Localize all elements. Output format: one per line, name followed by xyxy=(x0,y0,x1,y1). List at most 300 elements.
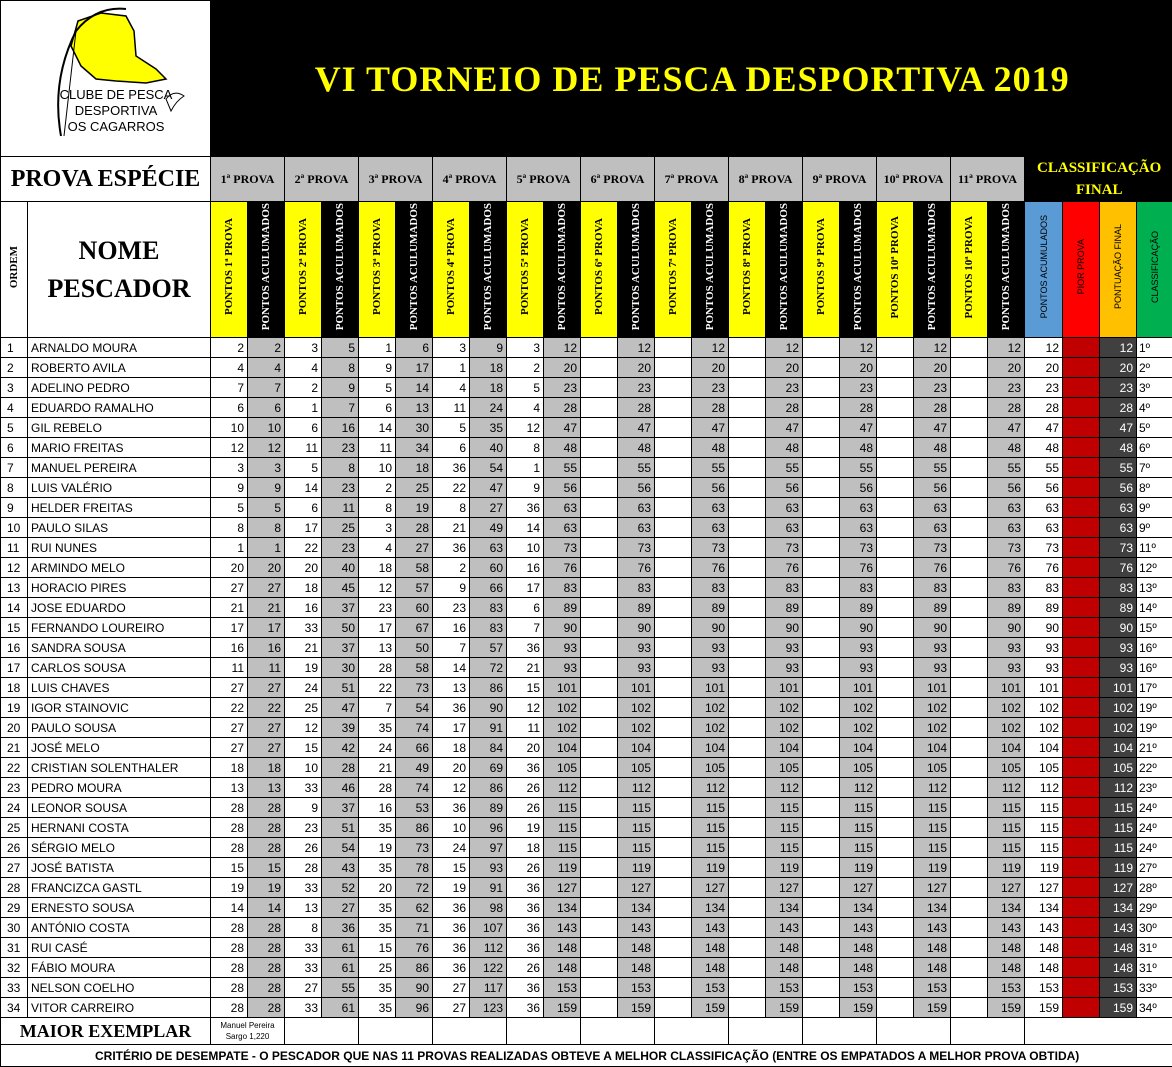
ordem-cell: 2 xyxy=(1,358,28,378)
ordem-cell: 17 xyxy=(1,658,28,678)
pontos-acumulados-cell: 89 xyxy=(1025,598,1063,618)
classificacao-cell: 8º xyxy=(1137,478,1172,498)
pontos-cell: 10 xyxy=(211,418,248,438)
pontuacao-final-cell: 63 xyxy=(1100,518,1137,538)
acumulados-cell: 63 xyxy=(914,498,951,518)
acumulados-cell: 127 xyxy=(618,878,655,898)
pontos-cell xyxy=(729,918,766,938)
pior-prova-cell xyxy=(1063,458,1100,478)
pontuacao-final-cell: 48 xyxy=(1100,438,1137,458)
pescador-name-cell: ARNALDO MOURA xyxy=(28,338,211,358)
pior-prova-cell xyxy=(1063,618,1100,638)
acumulados-cell: 28 xyxy=(322,758,359,778)
pontos-cell xyxy=(803,558,840,578)
pontos-cell xyxy=(655,778,692,798)
pontuacao-final-cell: 148 xyxy=(1100,958,1137,978)
acumulados-cell: 148 xyxy=(914,938,951,958)
acumulados-cell: 148 xyxy=(544,938,581,958)
acumulados-cell: 16 xyxy=(322,418,359,438)
acumulados-cell: 93 xyxy=(470,858,507,878)
table-row xyxy=(1,858,1172,878)
acumulados-cell: 24 xyxy=(470,398,507,418)
ordem-cell: 34 xyxy=(1,998,28,1018)
table-row xyxy=(1,898,1172,918)
acumulados-cell: 101 xyxy=(544,678,581,698)
acumulados-cell: 83 xyxy=(618,578,655,598)
pescador-name-cell: RUI NUNES xyxy=(28,538,211,558)
pontos-cell xyxy=(581,978,618,998)
acumulados-cell: 63 xyxy=(618,498,655,518)
acumulados-cell: 39 xyxy=(322,718,359,738)
acumulados-cell: 60 xyxy=(396,598,433,618)
acumulados-cell: 47 xyxy=(988,418,1025,438)
pescador-name-cell: HELDER FREITAS xyxy=(28,498,211,518)
maior-exemplar-cell xyxy=(285,1018,359,1045)
prova-header: 8ª PROVA xyxy=(729,157,803,202)
acumulados-cell: 117 xyxy=(470,978,507,998)
prova-header: 7ª PROVA xyxy=(655,157,729,202)
acumulados-cell: 93 xyxy=(766,638,803,658)
pontos-cell: 36 xyxy=(433,458,470,478)
acumulados-cell: 27 xyxy=(470,498,507,518)
acumulados-cell: 48 xyxy=(988,438,1025,458)
maior-exemplar-cell xyxy=(803,1018,877,1045)
pontos-cell xyxy=(729,458,766,478)
pontos-cell: 5 xyxy=(211,498,248,518)
pontos-cell xyxy=(951,998,988,1018)
pontos-cell xyxy=(655,898,692,918)
acumulados-cell: 76 xyxy=(914,558,951,578)
ordem-cell: 32 xyxy=(1,958,28,978)
pontos-cell: 5 xyxy=(359,378,396,398)
acumulados-cell: 90 xyxy=(914,618,951,638)
acumulados-cell: 143 xyxy=(840,918,877,938)
acumulados-cell: 102 xyxy=(914,698,951,718)
ordem-header: ORDEM xyxy=(1,202,28,338)
acumulados-cell: 153 xyxy=(692,978,729,998)
pontos-cell: 21 xyxy=(433,518,470,538)
pescador-name-cell: PAULO SOUSA xyxy=(28,718,211,738)
pontos-cell xyxy=(803,458,840,478)
pontos-acumulados-header: PONTOS ACULUMADOS xyxy=(988,202,1025,338)
acumulados-cell: 96 xyxy=(396,998,433,1018)
pontos-cell: 35 xyxy=(359,978,396,998)
acumulados-cell: 54 xyxy=(470,458,507,478)
acumulados-cell: 49 xyxy=(396,758,433,778)
pontos-cell xyxy=(877,878,914,898)
pontuacao-final-cell: 89 xyxy=(1100,598,1137,618)
acumulados-cell: 115 xyxy=(914,818,951,838)
pontos-cell xyxy=(951,678,988,698)
pontos-cell xyxy=(803,638,840,658)
acumulados-cell: 53 xyxy=(396,798,433,818)
maior-exemplar-row xyxy=(1,1018,1172,1045)
pontos-cell: 12 xyxy=(359,578,396,598)
ordem-cell: 8 xyxy=(1,478,28,498)
ordem-cell: 5 xyxy=(1,418,28,438)
pior-prova-cell xyxy=(1063,638,1100,658)
pontos-cell: 24 xyxy=(359,738,396,758)
pontos-cell xyxy=(581,898,618,918)
pontos-cell xyxy=(803,738,840,758)
pescador-name-cell: ERNESTO SOUSA xyxy=(28,898,211,918)
pontos-cell: 19 xyxy=(211,878,248,898)
pontos-cell: 33 xyxy=(285,938,322,958)
acumulados-cell: 159 xyxy=(544,998,581,1018)
acumulados-cell: 143 xyxy=(544,918,581,938)
pior-prova-cell xyxy=(1063,798,1100,818)
acumulados-cell: 90 xyxy=(766,618,803,638)
ordem-cell: 19 xyxy=(1,698,28,718)
pontos-cell xyxy=(803,958,840,978)
acumulados-cell: 148 xyxy=(914,958,951,978)
acumulados-cell: 20 xyxy=(544,358,581,378)
pontos-cell: 3 xyxy=(433,338,470,358)
acumulados-cell: 115 xyxy=(988,818,1025,838)
pontuacao-final-cell: 28 xyxy=(1100,398,1137,418)
pontos-cell: 12 xyxy=(507,418,544,438)
svg-text:OS CAGARROS: OS CAGARROS xyxy=(67,119,164,134)
pontos-cell xyxy=(877,998,914,1018)
pontuacao-final-cell: 105 xyxy=(1100,758,1137,778)
acumulados-cell: 115 xyxy=(840,838,877,858)
acumulados-cell: 148 xyxy=(840,938,877,958)
pontos-cell: 15 xyxy=(211,858,248,878)
acumulados-cell: 93 xyxy=(914,658,951,678)
acumulados-cell: 89 xyxy=(988,598,1025,618)
svg-text:CLUBE DE PESCA: CLUBE DE PESCA xyxy=(59,87,172,102)
pontos-cell: 20 xyxy=(433,758,470,778)
pior-prova-cell xyxy=(1063,718,1100,738)
acumulados-cell: 47 xyxy=(618,418,655,438)
pontos-cell xyxy=(803,498,840,518)
acumulados-cell: 11 xyxy=(322,498,359,518)
classificacao-cell: 28º xyxy=(1137,878,1172,898)
acumulados-cell: 115 xyxy=(692,798,729,818)
pescador-name-cell: ARMINDO MELO xyxy=(28,558,211,578)
pontos-acumulados-cell: 101 xyxy=(1025,678,1063,698)
pontos-prova-header: PONTOS 5ª PROVA xyxy=(507,202,544,338)
acumulados-cell: 23 xyxy=(322,478,359,498)
acumulados-cell: 9 xyxy=(470,338,507,358)
pontos-cell: 14 xyxy=(507,518,544,538)
pontuacao-final-cell: 143 xyxy=(1100,918,1137,938)
acumulados-cell: 102 xyxy=(692,698,729,718)
pontos-cell: 36 xyxy=(507,938,544,958)
acumulados-cell: 134 xyxy=(914,898,951,918)
pontos-cell: 14 xyxy=(359,418,396,438)
prova-header: 2ª PROVA xyxy=(285,157,359,202)
acumulados-cell: 50 xyxy=(322,618,359,638)
acumulados-cell: 89 xyxy=(840,598,877,618)
classificacao-cell: 30º xyxy=(1137,918,1172,938)
acumulados-cell: 105 xyxy=(692,758,729,778)
acumulados-cell: 28 xyxy=(618,398,655,418)
pescador-name-cell: JOSÉ BATISTA xyxy=(28,858,211,878)
pontos-cell xyxy=(729,618,766,638)
acumulados-cell: 12 xyxy=(766,338,803,358)
pontos-cell: 1 xyxy=(359,338,396,358)
pontos-cell xyxy=(803,578,840,598)
pontos-cell: 18 xyxy=(507,838,544,858)
pontos-cell: 24 xyxy=(433,838,470,858)
pontos-cell: 28 xyxy=(285,858,322,878)
pontos-cell: 5 xyxy=(433,418,470,438)
pontos-cell: 13 xyxy=(285,898,322,918)
acumulados-cell: 93 xyxy=(914,638,951,658)
acumulados-cell: 119 xyxy=(840,858,877,878)
ordem-cell: 33 xyxy=(1,978,28,998)
acumulados-cell: 14 xyxy=(248,898,285,918)
pontos-cell xyxy=(729,978,766,998)
acumulados-cell: 55 xyxy=(692,458,729,478)
acumulados-cell: 18 xyxy=(248,758,285,778)
pontos-cell xyxy=(803,678,840,698)
pontos-cell xyxy=(951,358,988,378)
acumulados-cell: 36 xyxy=(322,918,359,938)
pontuacao-final-cell: 127 xyxy=(1100,878,1137,898)
pontos-cell: 19 xyxy=(507,818,544,838)
acumulados-cell: 112 xyxy=(988,778,1025,798)
pontos-cell xyxy=(951,658,988,678)
table-row xyxy=(1,978,1172,998)
pontos-cell: 36 xyxy=(507,898,544,918)
acumulados-cell: 93 xyxy=(544,658,581,678)
prova-header: 11ª PROVA xyxy=(951,157,1025,202)
acumulados-cell: 12 xyxy=(840,338,877,358)
pontos-cell xyxy=(951,738,988,758)
pontos-cell: 35 xyxy=(359,998,396,1018)
pontos-cell xyxy=(655,798,692,818)
acumulados-cell: 91 xyxy=(470,718,507,738)
pontuacao-final-cell: 90 xyxy=(1100,618,1137,638)
acumulados-cell: 93 xyxy=(988,658,1025,678)
pescador-name-cell: IGOR STAINOVIC xyxy=(28,698,211,718)
pior-prova-cell xyxy=(1063,898,1100,918)
pescador-name-cell: LUIS CHAVES xyxy=(28,678,211,698)
pontos-cell: 1 xyxy=(211,538,248,558)
pescador-name-cell: PEDRO MOURA xyxy=(28,778,211,798)
pontos-cell xyxy=(803,598,840,618)
pontos-cell: 36 xyxy=(507,978,544,998)
pontos-cell: 23 xyxy=(433,598,470,618)
pontos-cell xyxy=(655,598,692,618)
pontos-cell: 24 xyxy=(285,678,322,698)
ordem-cell: 7 xyxy=(1,458,28,478)
acumulados-cell: 93 xyxy=(692,658,729,678)
pontos-cell: 35 xyxy=(359,898,396,918)
acumulados-cell: 63 xyxy=(692,518,729,538)
acumulados-cell: 89 xyxy=(766,598,803,618)
pontos-cell: 27 xyxy=(211,738,248,758)
acumulados-cell: 101 xyxy=(618,678,655,698)
pontos-cell xyxy=(655,978,692,998)
pontos-cell xyxy=(581,818,618,838)
pontos-cell xyxy=(581,718,618,738)
pescador-name-cell: SANDRA SOUSA xyxy=(28,638,211,658)
pontos-cell: 13 xyxy=(433,678,470,698)
pontos-cell: 2 xyxy=(285,378,322,398)
classificacao-cell: 13º xyxy=(1137,578,1172,598)
acumulados-cell: 119 xyxy=(914,858,951,878)
pontos-cell: 27 xyxy=(433,998,470,1018)
pontos-cell xyxy=(581,858,618,878)
acumulados-cell: 66 xyxy=(470,578,507,598)
acumulados-cell: 55 xyxy=(914,458,951,478)
pontuacao-final-cell: 115 xyxy=(1100,798,1137,818)
pontos-cell: 18 xyxy=(211,758,248,778)
pontos-cell: 35 xyxy=(359,718,396,738)
classificacao-cell: 31º xyxy=(1137,958,1172,978)
acumulados-cell: 8 xyxy=(322,358,359,378)
pontos-cell xyxy=(877,678,914,698)
acumulados-cell: 115 xyxy=(988,798,1025,818)
pior-prova-cell xyxy=(1063,858,1100,878)
pontos-cell xyxy=(951,478,988,498)
pontos-cell xyxy=(803,518,840,538)
pontos-cell xyxy=(729,658,766,678)
pontos-cell xyxy=(655,378,692,398)
pontos-cell xyxy=(877,698,914,718)
pontos-cell: 7 xyxy=(507,618,544,638)
pontos-cell: 27 xyxy=(211,678,248,698)
acumulados-cell: 73 xyxy=(396,678,433,698)
acumulados-cell: 115 xyxy=(840,818,877,838)
acumulados-cell: 134 xyxy=(618,898,655,918)
acumulados-cell: 73 xyxy=(396,838,433,858)
pontos-cell: 8 xyxy=(507,438,544,458)
pontos-prova-header: PONTOS 6ª PROVA xyxy=(581,202,618,338)
table-row xyxy=(1,718,1172,738)
acumulados-cell: 28 xyxy=(914,398,951,418)
pontos-acumulados-header: PONTOS ACULUMADOS xyxy=(766,202,803,338)
pontos-cell: 9 xyxy=(507,478,544,498)
acumulados-cell: 93 xyxy=(840,658,877,678)
acumulados-cell: 112 xyxy=(692,778,729,798)
table-row xyxy=(1,958,1172,978)
pior-prova-cell xyxy=(1063,578,1100,598)
pontuacao-final-cell: 20 xyxy=(1100,358,1137,378)
pontos-cell xyxy=(729,418,766,438)
pontos-cell: 7 xyxy=(433,638,470,658)
pontos-cell: 36 xyxy=(433,958,470,978)
pontuacao-final-cell: 112 xyxy=(1100,778,1137,798)
pontos-cell: 6 xyxy=(359,398,396,418)
pontos-cell xyxy=(581,638,618,658)
pontos-cell: 26 xyxy=(507,778,544,798)
acumulados-cell: 9 xyxy=(248,478,285,498)
pontos-cell xyxy=(581,878,618,898)
ordem-cell: 20 xyxy=(1,718,28,738)
acumulados-cell: 11 xyxy=(248,658,285,678)
acumulados-cell: 134 xyxy=(544,898,581,918)
acumulados-cell: 76 xyxy=(396,938,433,958)
acumulados-cell: 115 xyxy=(766,818,803,838)
pontos-cell: 17 xyxy=(359,618,396,638)
acumulados-cell: 28 xyxy=(248,938,285,958)
pontuacao-final-cell: 102 xyxy=(1100,698,1137,718)
pior-prova-cell xyxy=(1063,558,1100,578)
pontos-cell xyxy=(581,518,618,538)
pescador-name-cell: FERNANDO LOUREIRO xyxy=(28,618,211,638)
pontos-cell: 28 xyxy=(211,978,248,998)
pontuacao-final-cell: 148 xyxy=(1100,938,1137,958)
pontos-acumulados-header: PONTOS ACULUMADOS xyxy=(248,202,285,338)
pontos-cell xyxy=(729,818,766,838)
pontos-acumulados-header: PONTOS ACULUMADOS xyxy=(692,202,729,338)
acumulados-cell: 159 xyxy=(988,998,1025,1018)
pontos-cell xyxy=(803,438,840,458)
pontos-cell xyxy=(803,358,840,378)
pontuacao-final-cell: 115 xyxy=(1100,818,1137,838)
acumulados-cell: 56 xyxy=(988,478,1025,498)
pontos-acumulados-cell: 63 xyxy=(1025,498,1063,518)
pontos-cell: 2 xyxy=(507,358,544,378)
acumulados-cell: 148 xyxy=(988,958,1025,978)
classificacao-cell: 1º xyxy=(1137,338,1172,358)
pior-prova-cell xyxy=(1063,678,1100,698)
pontos-cell: 21 xyxy=(211,598,248,618)
pontos-cell: 6 xyxy=(507,598,544,618)
pior-prova-cell xyxy=(1063,698,1100,718)
pontos-cell xyxy=(655,998,692,1018)
pescador-name-cell: LUIS VALÉRIO xyxy=(28,478,211,498)
pontos-cell xyxy=(729,338,766,358)
acumulados-cell: 101 xyxy=(840,678,877,698)
pontos-prova-header: PONTOS 2ª PROVA xyxy=(285,202,322,338)
acumulados-cell: 47 xyxy=(544,418,581,438)
pontos-cell xyxy=(951,698,988,718)
acumulados-cell: 60 xyxy=(470,558,507,578)
classificacao-cell: 14º xyxy=(1137,598,1172,618)
tiebreak-criteria-note: CRITÉRIO DE DESEMPATE - O PESCADOR QUE NAS 11 PROVAS REALIZADAS OBTEVE A MELHOR CLASSIFICAÇÃO (ENTRE OS EMPATADOS A MELHOR PROVA OBTIDA) xyxy=(1,1045,1172,1067)
acumulados-cell: 1 xyxy=(248,538,285,558)
acumulados-cell: 104 xyxy=(544,738,581,758)
acumulados-cell: 101 xyxy=(988,678,1025,698)
acumulados-cell: 127 xyxy=(544,878,581,898)
pontos-cell: 9 xyxy=(433,578,470,598)
acumulados-cell: 134 xyxy=(692,898,729,918)
acumulados-cell: 112 xyxy=(766,778,803,798)
acumulados-cell: 28 xyxy=(544,398,581,418)
acumulados-cell: 90 xyxy=(470,698,507,718)
pior-prova-cell xyxy=(1063,878,1100,898)
pontos-cell xyxy=(729,778,766,798)
acumulados-cell: 115 xyxy=(618,818,655,838)
acumulados-cell: 153 xyxy=(618,978,655,998)
pontos-cell xyxy=(877,598,914,618)
pontos-cell: 26 xyxy=(507,958,544,978)
acumulados-cell: 73 xyxy=(766,538,803,558)
pontos-cell xyxy=(581,398,618,418)
classificacao-cell: 33º xyxy=(1137,978,1172,998)
pontos-acumulados-cell: 112 xyxy=(1025,778,1063,798)
acumulados-cell: 35 xyxy=(470,418,507,438)
acumulados-cell: 90 xyxy=(840,618,877,638)
classificacao-cell: 22º xyxy=(1137,758,1172,778)
pontos-cell xyxy=(877,898,914,918)
acumulados-cell: 153 xyxy=(840,978,877,998)
acumulados-cell: 23 xyxy=(692,378,729,398)
acumulados-cell: 55 xyxy=(322,978,359,998)
pontos-cell: 6 xyxy=(433,438,470,458)
pontos-cell: 10 xyxy=(433,818,470,838)
pontos-prova-header: PONTOS 7ª PROVA xyxy=(655,202,692,338)
acumulados-cell: 28 xyxy=(248,818,285,838)
pontos-cell: 5 xyxy=(507,378,544,398)
ordem-cell: 30 xyxy=(1,918,28,938)
pontos-prova-header: PONTOS 10ª PROVA xyxy=(877,202,914,338)
